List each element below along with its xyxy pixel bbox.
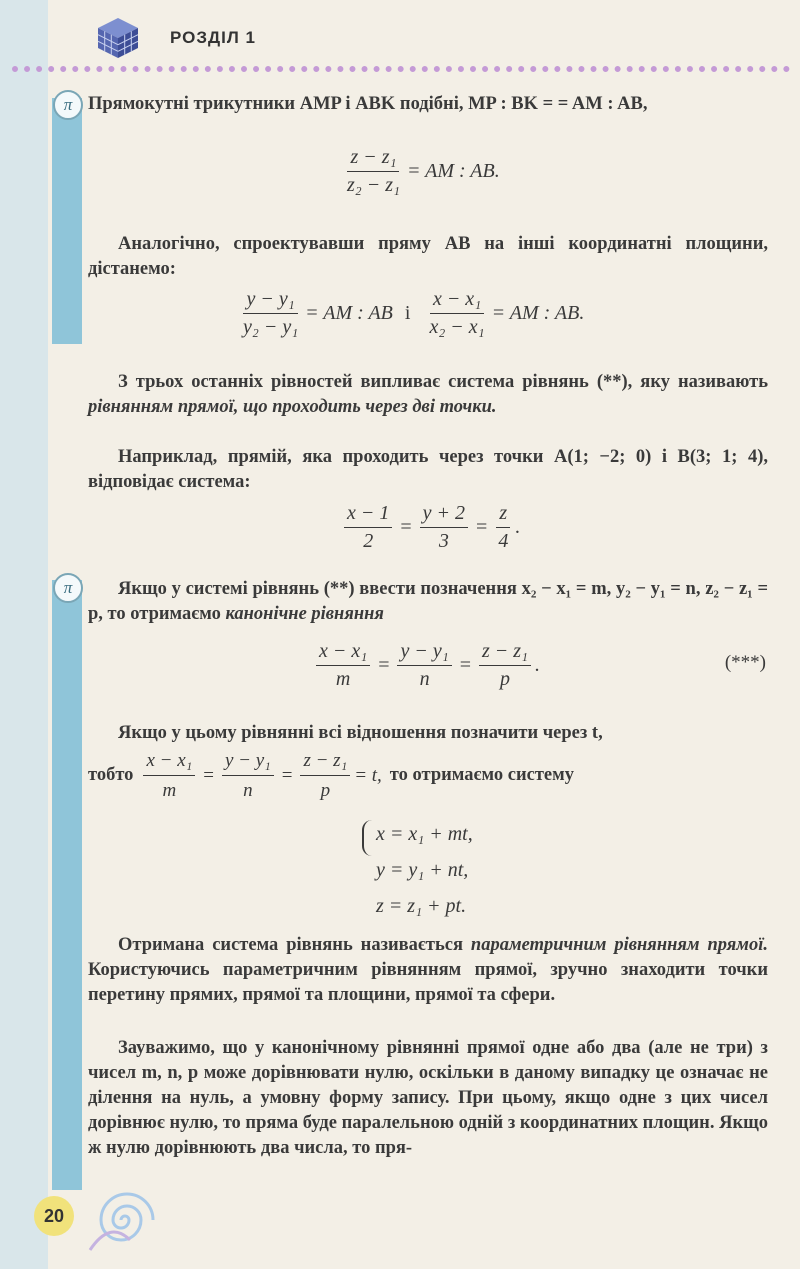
equals-sign: = (281, 765, 293, 786)
fraction-denominator: n (419, 668, 430, 690)
sidebar-bar-1 (52, 98, 82, 344)
paragraph-remark: Зауважимо, що у канонічному рівнянні прямої одне або два (але не три) з чисел m, n, p може дорівнювати нулю, оскільки в даному випадку це означає не ділення на нуль, а умовну форму запису. При цьому, якщо одне з цих чисел дорівнює нулю, то пряма буде паралельною одній з координатних площин. Якщо ж нулю дорівнюють два числа, то пря- (88, 1038, 768, 1158)
fraction (344, 502, 392, 553)
fraction (479, 640, 531, 691)
fraction-denominator: y₂ − y₁ (243, 316, 299, 338)
fraction-denominator: x₂ − x₁ (429, 316, 485, 338)
fraction-numerator: x − x₁ (430, 288, 484, 314)
fraction-numerator: x − 1 (344, 502, 392, 528)
fraction-numerator: z − z₁ (300, 748, 350, 776)
paragraph-canonical (88, 577, 768, 627)
fraction-numerator: x − x₁ (316, 640, 370, 666)
text-italic-term: рівнянням прямої, що проходить через дві точки. (88, 397, 497, 417)
chapter-title: РОЗДІЛ 1 (170, 28, 256, 47)
equation-label: (***) (724, 652, 766, 673)
fraction (143, 748, 195, 803)
fraction-numerator: x − x₁ (143, 748, 195, 776)
paragraph-similar-triangles: Прямокутні трикутники AMP і ABK подібні, MP : BK = = AM : AB, (88, 94, 648, 114)
equals-sign: = (400, 516, 412, 538)
paragraph-tobto (88, 748, 768, 803)
system-row: x = x₁ + mt, (376, 823, 473, 845)
fraction-denominator: 3 (438, 530, 449, 552)
sidebar-bar-2 (52, 580, 82, 1190)
fraction (420, 502, 468, 553)
fraction-numerator: z − z₁ (347, 146, 399, 172)
equation-z-ratio (340, 146, 500, 197)
equation-canonical (312, 640, 540, 691)
text-normal: Отримана система рівнянь називається (118, 935, 463, 955)
equals-sign: = (459, 654, 471, 676)
fraction-numerator: z (496, 502, 510, 528)
paragraph-line-equation-definition (88, 370, 768, 420)
paragraph-analogously: Аналогічно, спроектувавши пряму AB на інші координатні площини, дістанемо: (88, 234, 768, 279)
fraction-denominator: z₂ − z₁ (347, 174, 400, 196)
fraction (300, 748, 350, 803)
equation-rhs: = AM : AB. (491, 302, 585, 324)
text-normal: Якщо у системі рівнянь (**) ввести позначення x₂ − x₁ = m, y₂ − y₁ = n, z₂ − z₁ = p, то отримаємо (88, 579, 768, 624)
left-margin-strip (0, 0, 48, 1269)
fraction-numerator: y − y₁ (222, 748, 274, 776)
conjunction: і (404, 302, 411, 324)
fraction-denominator: m (335, 668, 351, 690)
text-normal: тобто (88, 765, 134, 785)
fraction-denominator: 4 (498, 530, 509, 552)
equation-rhs: = AM : AB. (406, 160, 500, 182)
page-number: 20 (34, 1196, 74, 1236)
fraction (344, 146, 403, 197)
fraction (397, 640, 451, 691)
equation-xy-ratio (236, 288, 584, 339)
fraction-numerator: y + 2 (420, 502, 468, 528)
paragraph-parameter-t: Якщо у цьому рівнянні всі відношення позначити через t, (118, 723, 603, 743)
equation-rhs: = AM : AB (305, 302, 393, 324)
equals-sign: = (476, 516, 488, 538)
swirl-decoration-icon (80, 1180, 170, 1260)
fraction-denominator: m (162, 780, 177, 801)
system-brace (362, 820, 374, 856)
pi-marker-icon: π (53, 90, 83, 120)
equals-sign: = (378, 654, 390, 676)
text-normal: то отримаємо систему (389, 765, 574, 785)
text-italic-term: параметричним рівнянням прямої. (470, 935, 768, 955)
fraction-numerator: y − y₁ (397, 640, 451, 666)
fraction (495, 502, 511, 553)
text-normal: З трьох останніх рівностей випливає система рівнянь (**), яку називають (118, 372, 768, 392)
fraction-denominator: n (243, 780, 253, 801)
equation-end: . (515, 516, 521, 538)
header-dotted-divider (12, 66, 790, 72)
parametric-system (362, 816, 473, 924)
page-header (96, 14, 256, 62)
fraction (222, 748, 274, 803)
equation-inline-t (139, 748, 381, 803)
system-row: z = z₁ + pt. (376, 895, 467, 917)
fraction-denominator: 2 (363, 530, 374, 552)
text-italic-term: канонічне рівняння (225, 604, 384, 624)
system-row: y = y₁ + nt, (376, 859, 469, 881)
fraction-numerator: y − y₁ (243, 288, 297, 314)
fraction-denominator: p (499, 668, 510, 690)
fraction-numerator: z − z₁ (479, 640, 531, 666)
pi-marker-icon: π (53, 573, 83, 603)
equation-end: . (534, 654, 540, 676)
fraction (316, 640, 370, 691)
equation-end: = t, (354, 765, 382, 786)
paragraph-parametric-definition (88, 933, 768, 1008)
text-normal: Користуючись параметричним рівнянням прямої, зручно знаходити точки перетину прямих, прямої та площини, прямої та сфери. (88, 960, 768, 1005)
cube-logo-icon (96, 16, 140, 60)
fraction (240, 288, 301, 339)
equation-example-system (340, 502, 520, 553)
fraction-denominator: p (320, 780, 331, 801)
equals-sign: = (203, 765, 214, 786)
paragraph-example: Наприклад, прямій, яка проходить через точки A(1; −2; 0) і B(3; 1; 4), відповідає система: (88, 447, 768, 492)
fraction (426, 288, 487, 339)
